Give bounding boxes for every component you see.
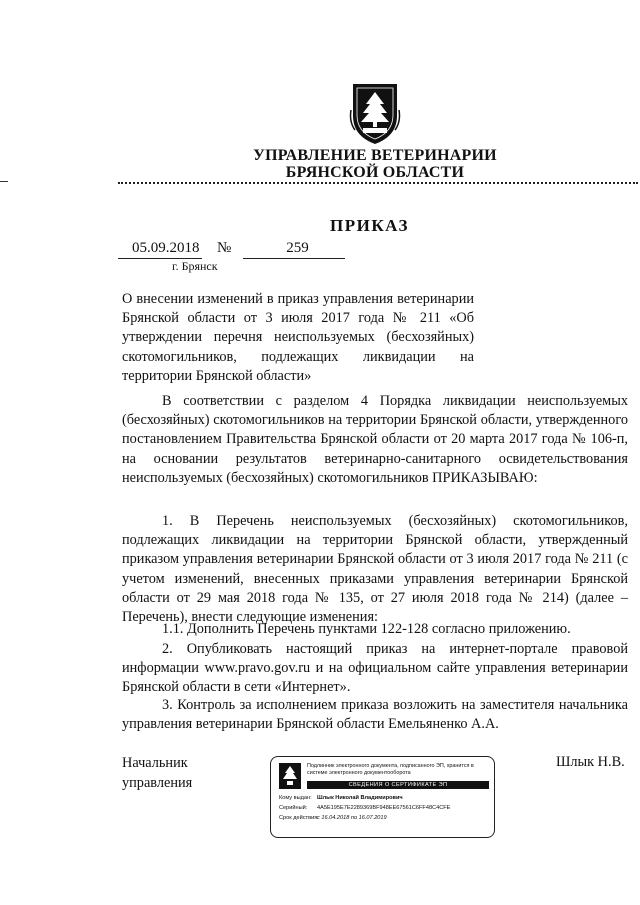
stamp-note: Подлинник электронного документа, подписанного ЭП, хранится в системе электронного документооборота	[307, 763, 474, 776]
number-sign: №	[217, 240, 232, 256]
margin-tick	[0, 181, 8, 182]
stamp-emblem-icon	[279, 763, 301, 789]
coat-of-arms-emblem	[347, 80, 403, 146]
serial-label: Серийный:	[279, 805, 308, 811]
item-3-paragraph: 3. Контроль за исполнением приказа возложить на заместителя начальника управления ветеринарии Брянской области Емельяненко А.А.	[122, 697, 628, 733]
position-line-2: управления	[122, 774, 193, 791]
item-1-paragraph: 1. В Перечень неиспользуемых (бесхозяйных) скотомогильников, подлежащих ликвидации на территории Брянской области, утвержденный приказом управления ветеринарии Брянской области от 3 июля 2017 года № 211 (с учетом изменений, внесенных приказами управления ветеринарии Брянской области от 29 мая 2018 года № 135, от 27 июля 2018 года № 214) (далее – Перечень), внести следующие изменения:	[122, 513, 628, 626]
stamp-certificate-header: СВЕДЕНИЯ О СЕРТИФИКАТЕ ЭП	[307, 781, 489, 789]
e-signature-stamp	[270, 756, 495, 838]
serial-value: 4A5E195E7E2289369BF948EE67561C6FF48C4CFE	[317, 805, 451, 811]
preamble-paragraph: В соответствии с разделом 4 Порядка ликвидации неиспользуемых (бесхозяйных) скотомогильников на территории Брянской области, утвержденного постановлением Правительства Брянской области от 20 марта 2017 года № 106-п, на основании результатов ветеринарно-санитарного освидетельствования неиспользуемых (бесхозяйных) скотомогильников ПРИКАЗЫВАЮ:	[122, 393, 628, 486]
signatory-position	[122, 754, 192, 793]
item-1-1-paragraph: 1.1. Дополнить Перечень пунктами 122-128 согласно приложению.	[162, 621, 571, 637]
order-subject: О внесении изменений в приказ управления ветеринарии Брянской области от 3 июля 2017 года № 211 «Об утверждении перечня неиспользуемых (бесхозяйных) скотомогильников, подлежащих ликвидации на территории Брянской области»	[122, 291, 474, 384]
issued-to-value: Шлык Николай Владимирович	[317, 795, 403, 801]
city-label: г. Брянск	[172, 259, 218, 273]
validity-value: с 16.04.2018 по 16.07.2019	[317, 815, 387, 821]
order-date: 05.09.2018	[132, 240, 200, 256]
issued-to-label: Кому выдан:	[279, 795, 312, 801]
position-line-1: Начальник	[122, 755, 188, 771]
org-name-line1: УПРАВЛЕНИЕ ВЕТЕРИНАРИИ	[253, 147, 497, 164]
org-name-line2: БРЯНСКОЙ ОБЛАСТИ	[285, 164, 465, 181]
header-divider	[118, 182, 638, 184]
number-underline	[243, 258, 345, 259]
document-title: ПРИКАЗ	[330, 216, 409, 235]
stamp-issued-to-row	[279, 795, 489, 802]
stamp-validity-row	[279, 815, 489, 822]
validity-label: Срок действия:	[279, 815, 319, 821]
stamp-serial-row	[279, 805, 489, 812]
item-2-paragraph: 2. Опубликовать настоящий приказ на интернет-портале правовой информации www.pravo.gov.ru и на официальном сайте управления ветеринарии Брянской области в сети «Интернет».	[122, 641, 628, 696]
order-number: 259	[286, 240, 309, 256]
signatory-name: Шлык Н.В.	[556, 754, 625, 770]
